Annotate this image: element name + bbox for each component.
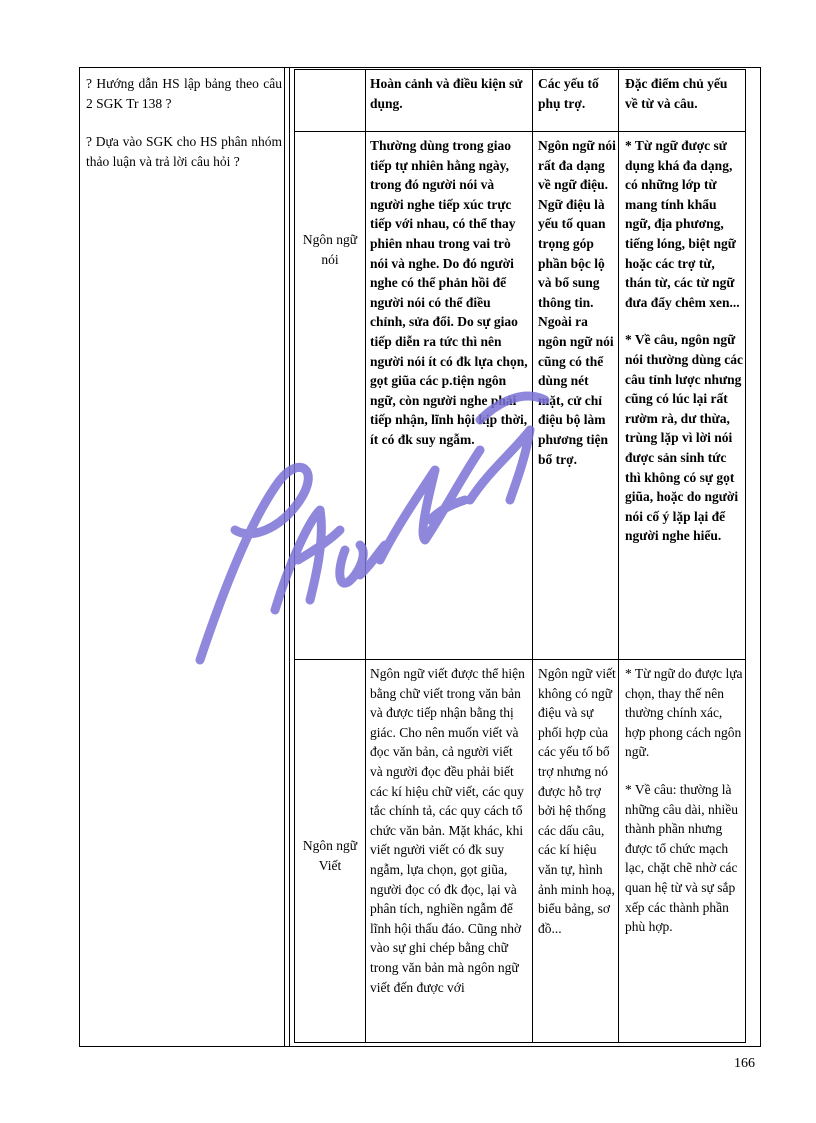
outer-column-divider-double xyxy=(289,68,290,1046)
header-aux: Các yếu tố phụ trợ. xyxy=(538,76,599,111)
spoken-context: Thường dùng trong giao tiếp tự nhiên hằng ngày, trong đó người nói và người nghe tiếp xúc trực tiếp với nhau, có thể thay phiên nhau trong vai trò nói và nghe. Do đó người nghe có thể phản hồi để người nói có thể điều chỉnh, sửa đổi. Do sự giao tiếp diễn ra tức thì nên người nói ít có đk lựa chọn, gọt giũa các p.tiện ngôn ngữ, còn người nghe phải tiếp nhận, lĩnh hội kịp thời, ít có đk suy ngẫm. xyxy=(370,138,528,447)
col-divider xyxy=(365,70,366,1042)
teacher-question-1: ? Hướng dẫn HS lập bảng theo câu 2 SGK Tr 138 ? xyxy=(86,76,282,111)
col-divider xyxy=(532,70,533,1042)
spoken-features-words: * Từ ngữ được sử dụng khá đa dạng, có những lớp từ mang tính khẩu ngữ, địa phương, tiếng lóng, biệt ngữ hoặc các trợ từ, thán từ, các từ ngữ đưa đẩy chêm xen... xyxy=(625,138,740,310)
written-context: Ngôn ngữ viết được thể hiện bằng chữ viết trong văn bản và được tiếp nhận bằng thị giác. Cho nên muốn viết và đọc văn bản, cả người viết và người đọc đều phải biết các kí hiệu chữ viết, các quy tắc chính tả, các quy cách tổ chức văn bản. Mặt khác, khi viết người viết có đk suy ngẫm, lựa chọn, gọt giũa, người đọc có đk đọc, lại và phân tích, nghiền ngẫm để lĩnh hội thấu đáo. Cũng nhờ vào sự ghi chép bằng chữ trong văn bản mà ngôn ngữ viết đến được với xyxy=(370,666,525,995)
col-divider xyxy=(618,70,619,1042)
row-label-written: Ngôn ngữ Viết xyxy=(302,838,358,873)
row-divider xyxy=(295,659,745,660)
spoken-aux: Ngôn ngữ nói rất đa dạng về ngữ điệu. Ngữ điệu là yếu tố quan trọng góp phần bộc lộ và bổ sung thông tin. Ngoài ra ngôn ngữ nói cũng có thể dùng nét mặt, cử chỉ điệu bộ làm phương tiện bổ trợ. xyxy=(538,138,616,467)
comparison-table xyxy=(294,69,746,1043)
spoken-features-sentences: * Về câu, ngôn ngữ nói thường dùng các câu tỉnh lược nhưng cũng có lúc lại rất rườm rà, dư thừa, trùng lặp vì lời nói được sản sinh tức thì không có sự gọt giũa, hoặc do người nói cố ý lặp lại để người nghe hiểu. xyxy=(625,332,743,544)
header-context: Hoàn cảnh và điều kiện sử dụng. xyxy=(370,76,523,111)
spoken-features xyxy=(625,136,743,546)
teacher-notes-column xyxy=(86,74,282,190)
written-features-sentences: * Về câu: thường là những câu dài, nhiều thành phần nhưng được tổ chức mạch lạc, chặt chẽ nhờ các quan hệ từ và sự sắp xếp các thành phần phù hợp. xyxy=(625,781,739,935)
teacher-question-2: ? Dựa vào SGK cho HS phân nhóm thảo luận và trả lời câu hỏi ? xyxy=(86,134,282,169)
row-label-spoken: Ngôn ngữ nói xyxy=(302,232,358,267)
row-divider xyxy=(295,131,745,132)
header-features: Đặc điểm chủ yếu về từ và câu. xyxy=(625,76,728,111)
written-aux: Ngôn ngữ viết không có ngữ điệu và sự phối hợp của các yếu tố bổ trợ nhưng nó được hỗ trợ bởi hệ thống các dấu câu, các kí hiệu văn tự, hình ảnh minh hoạ, biểu bảng, sơ đồ... xyxy=(538,666,616,936)
page-number: 166 xyxy=(734,1056,755,1071)
written-features xyxy=(625,664,743,937)
written-features-words: * Từ ngữ do được lựa chọn, thay thế nên thường chính xác, hợp phong cách ngôn ngữ. xyxy=(625,666,743,760)
outer-column-divider xyxy=(284,68,285,1046)
